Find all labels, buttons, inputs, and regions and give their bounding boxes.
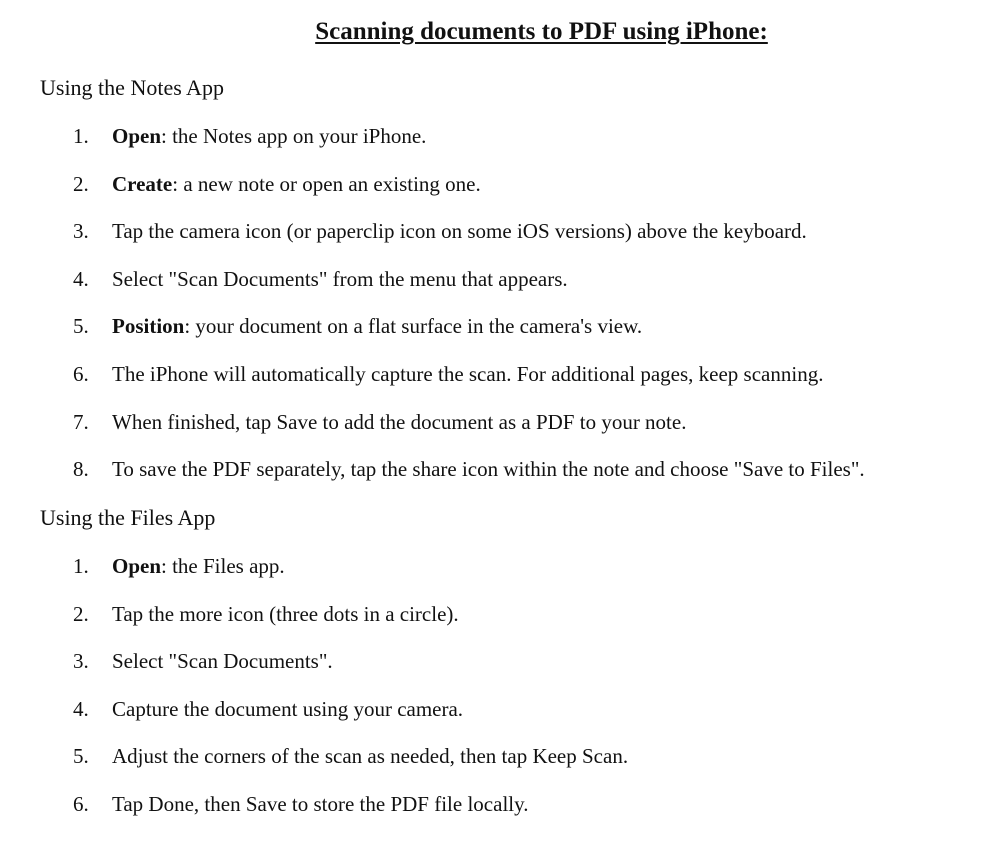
section-heading-files: Using the Files App (40, 505, 216, 530)
list-item (0, 743, 1000, 791)
step-text (112, 218, 807, 244)
step-number: 8. (73, 457, 89, 482)
list-item (0, 791, 1000, 839)
step-number: 2. (73, 171, 89, 196)
step-text (112, 553, 285, 579)
step-number: 2. (73, 601, 89, 626)
step-body: : the Files app. (161, 554, 285, 578)
files-steps-list (0, 553, 1000, 839)
step-text (112, 171, 481, 197)
step-body: To save the PDF separately, tap the share icon within the note and choose "Save to Files". (112, 457, 865, 482)
step-number: 5. (73, 314, 89, 339)
step-body: When finished, tap Save to add the document as a PDF to your note. (112, 409, 687, 434)
step-number: 5. (73, 744, 89, 769)
step-lead: Open (112, 554, 162, 578)
list-item (0, 361, 1000, 409)
list-item (0, 313, 1000, 361)
list-item (0, 409, 1000, 457)
step-lead: Create (112, 171, 173, 196)
step-body: Adjust the corners of the scan as needed, then tap Keep Scan. (112, 744, 629, 769)
step-number: 3. (73, 649, 89, 674)
step-body: Select "Scan Documents". (112, 649, 333, 674)
section-heading-notes: Using the Notes App (40, 75, 224, 100)
step-text (112, 601, 459, 627)
step-lead: Open (112, 124, 162, 148)
step-text (112, 123, 426, 149)
step-body: : your document on a flat surface in the camera's view. (184, 314, 643, 339)
step-text (112, 313, 642, 339)
step-body: Tap the more icon (three dots in a circle). (112, 601, 459, 626)
step-number: 4. (73, 696, 89, 721)
step-text (112, 361, 823, 387)
list-item (0, 171, 1000, 219)
step-text (112, 696, 463, 722)
notes-steps-list (0, 123, 1000, 504)
list-item (0, 218, 1000, 266)
step-text (112, 791, 529, 817)
step-number: 3. (73, 219, 89, 244)
step-text (112, 743, 628, 769)
list-item (0, 648, 1000, 696)
step-number: 1. (73, 554, 89, 578)
list-item (0, 696, 1000, 744)
step-body: : a new note or open an existing one. (172, 171, 481, 196)
step-body: The iPhone will automatically capture the scan. For additional pages, keep scanning. (112, 361, 824, 386)
list-item (0, 266, 1000, 314)
step-text (112, 648, 333, 674)
list-item (0, 601, 1000, 649)
step-number: 6. (73, 361, 89, 386)
list-item (0, 553, 1000, 601)
step-number: 7. (73, 409, 89, 434)
step-text (112, 266, 568, 292)
step-body: Tap the camera icon (or paperclip icon on some iOS versions) above the keyboard. (112, 219, 807, 244)
list-item (0, 456, 1000, 504)
step-number: 6. (73, 791, 89, 816)
step-text (112, 409, 686, 435)
step-body: : the Notes app on your iPhone. (161, 124, 427, 148)
step-body: Tap Done, then Save to store the PDF file locally. (112, 791, 529, 816)
document-title: Scanning documents to PDF using iPhone: (315, 18, 768, 45)
step-number: 1. (73, 124, 89, 148)
list-item (0, 123, 1000, 171)
step-lead: Position (112, 314, 185, 339)
step-body: Select "Scan Documents" from the menu that appears. (112, 266, 568, 291)
step-body: Capture the document using your camera. (112, 696, 464, 721)
step-number: 4. (73, 266, 89, 291)
step-text (112, 456, 865, 482)
